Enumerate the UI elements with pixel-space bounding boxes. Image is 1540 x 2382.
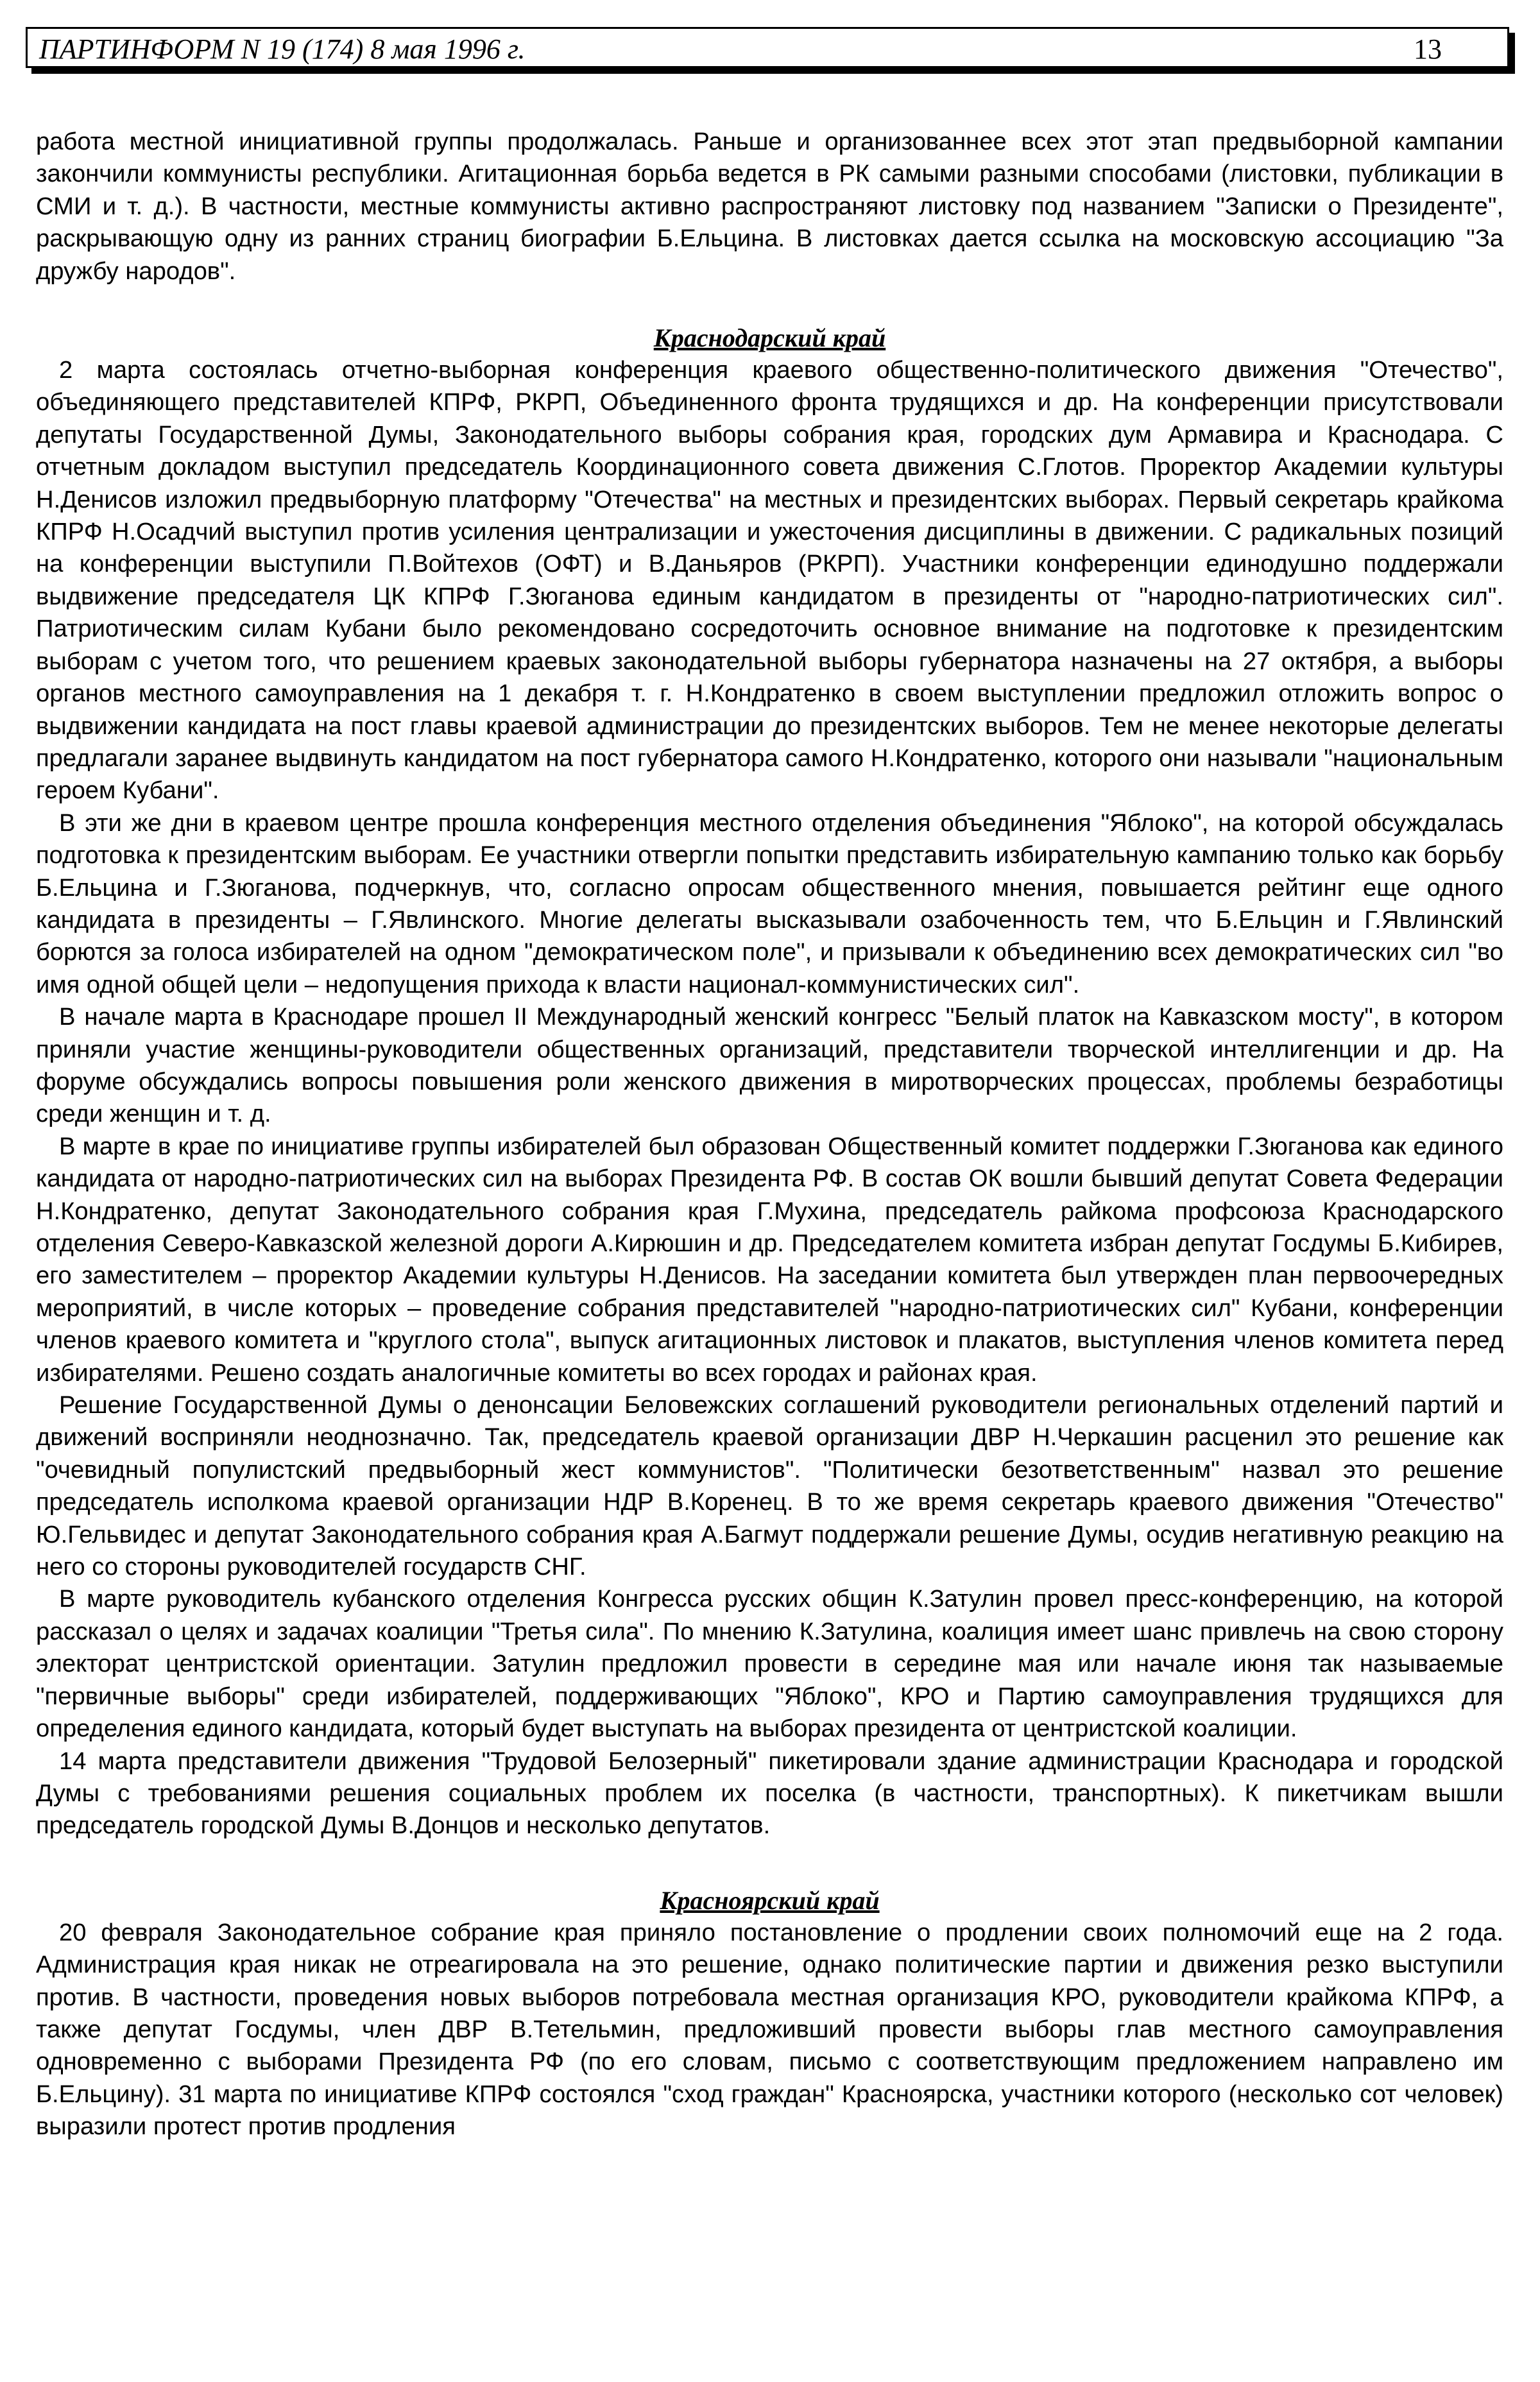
publication-title: ПАРТИНФОРМ N 19 (174) 8 мая 1996 г. <box>39 33 526 65</box>
article-body <box>36 126 1503 2143</box>
paragraph: 2 марта состоялась отчетно-выборная конференция краевого общественно-политического движения "Отечество", объединяющего представителей КПРФ, РКРП, Объединенного фронта трудящихся и др. На конференции присутствовали депутаты Государственной Думы, Законодательного выборы собрания края, городских дум Армавира и Краснодара. С отчетным докладом выступил председатель Координационного совета движения С.Глотов. Проректор Академии культуры Н.Денисов изложил предвыборную платформу "Отечества" на местных и президентских выборах. Первый секретарь крайкома КПРФ Н.Осадчий выступил против усиления централизации и ужесточения дисциплины в движении. С радикальных позиций на конференции выступили П.Войтехов (ОФТ) и В.Даньяров (РКРП). Участники конференции единодушно поддержали выдвижение председателя ЦК КПРФ Г.Зюганова единым кандидатом в президенты от "народно-патриотических сил". Патриотическим силам Кубани было рекомендовано сосредоточить основное внимание на подготовке к президентским выборам с учетом того, что решением краевых законодательной выборы губернатора назначены на 27 октября, а выборы органов местного самоуправления на 1 декабря т. г. Н.Кондратенко в своем выступлении предложил отложить вопрос о выдвижении кандидата на пост главы краевой администрации до президентских выборов. Тем не менее некоторые делегаты предлагали заранее выдвинуть кандидатом на пост губернатора самого Н.Кондратенко, которого они называли "национальным героем Кубани". <box>36 356 1503 805</box>
paragraph: 14 марта представители движения "Трудовой Белозерный" пикетировали здание администрации Краснодара и городской Думы с требованиями решения социальных проблем их поселка (в частности, транспортных). К пикетчикам вышли председатель городской Думы В.Донцов и несколько депутатов. <box>36 1747 1503 1840</box>
paragraph: В эти же дни в краевом центре прошла конференция местного отделения объединения "Яблоко", на которой обсуждалась подготовка к президентским выборам. Ее участники отвергли попытки представить избирательную кампанию только как борьбу Б.Ельцина и Г.Зюганова, подчеркнув, что, согласно опросам общественного мнения, повышается рейтинг еще одного кандидата в президенты – Г.Явлинского. Многие делегаты высказывали озабоченность тем, что Б.Ельцин и Г.Явлинский борются за голоса избирателей на одном "демократическом поле", и призывали к объединению всех демократических сил "во имя одной общей цели – недопущения прихода к власти национал-коммунистических сил". <box>36 809 1503 998</box>
paragraph: 20 февраля Законодательное собрание края приняло постановление о продлении своих полномочий еще на 2 года. Администрация края никак не отреагировала на это решение, однако политические партии и движения резко выступили против. В частности, проведения новых выборов потребовала местная организация КРО, руководители крайкома КПРФ, а также депутат Госдумы, член ДВР В.Тетельмин, предложивший провести выборы глав местного самоуправления одновременно с выборами Президента РФ (по его словам, письмо с соответствующим предложением направлено им Б.Ельцину). 31 марта по инициативе КПРФ состоялся "сход граждан" Красноярска, участники которого (несколько сот человек) выразили протест против продления <box>36 1918 1503 2141</box>
page-number: 13 <box>1414 33 1442 65</box>
paragraph: В марте руководитель кубанского отделения Конгресса русских общин К.Затулин провел пресс-конференцию, на которой рассказал о целях и задачах коалиции "Третья сила". По мнению К.Затулина, коалиция имеет шанс привлечь на свою сторону электорат центристской ориентации. Затулин предложил провести в середине мая или начале июня так называемые "первичные выборы" среди избирателей, поддерживающих "Яблоко", КРО и Партию самоуправления трудящихся для определения единого кандидата, который будет выступать на выборах президента от центристской коалиции. <box>36 1585 1503 1743</box>
paragraph: В начале марта в Краснодаре прошел II Международный женский конгресс "Белый платок на Кавказском мосту", в котором приняли участие женщины-руководители общественных организаций, представители творческой интеллигенции и др. На форуме обсуждались вопросы повышения роли женского движения в миротворческих процессах, проблемы безработицы среди женщин и т. д. <box>36 1003 1503 1128</box>
paragraph: Решение Государственной Думы о денонсации Беловежских соглашений руководители региональных отделений партий и движений восприняли неоднозначно. Так, председатель краевой организации ДВР Н.Черкашин расценил это решение как "очевидный популистский предвыборный жест коммунистов". "Политически безответственным" назвал это решение председатель исполкома краевой организации НДР В.Коренец. В то же время секретарь краевого движения "Отечество" Ю.Гельвидес и депутат Законодательного собрания края А.Багмут поддержали решение Думы, осудив негативную реакцию на него со стороны руководителей государств СНГ. <box>36 1391 1503 1581</box>
page-header <box>26 27 1509 68</box>
section-title-krasnoyarsk: Красноярский край <box>660 1885 880 1915</box>
intro-paragraph: работа местной инициативной группы продолжалась. Раньше и организованнее всех этот этап предвыборной кампании закончили коммунисты республики. Агитационная борьба ведется в РК самыми разными способами (листовки, публикации в СМИ и т. д.). В частности, местные коммунисты активно распространяют листовку под названием "Записки о Президенте", раскрывающую одну из ранних страниц биографии Б.Ельцина. В листовках дается ссылка на московскую ассоциацию "За дружбу народов". <box>36 128 1503 285</box>
section-title-krasnodar: Краснодарский край <box>653 323 886 353</box>
paragraph: В марте в крае по инициативе группы избирателей был образован Общественный комитет поддержки Г.Зюганова как единого кандидата от народно-патриотических сил на выборах Президента РФ. В состав ОК вошли бывший депутат Совета Федерации Н.Кондратенко, депутат Законодательного собрания края Г.Мухина, председатель райкома профсоюза Краснодарского отделения Северо-Кавказской железной дороги А.Кирюшин и др. Председателем комитета избран депутат Госдумы Б.Кибирев, его заместителем – проректор Академии культуры Н.Денисов. На заседании комитета был утвержден план первоочередных мероприятий, в числе которых – проведение собрания представителей "народно-патриотических сил" Кубани, конференции членов краевого комитета и "круглого стола", выпуск агитационных листовок и плакатов, выступления членов комитета перед избирателями. Решено создать аналогичные комитеты во всех городах и районах края. <box>36 1132 1503 1387</box>
